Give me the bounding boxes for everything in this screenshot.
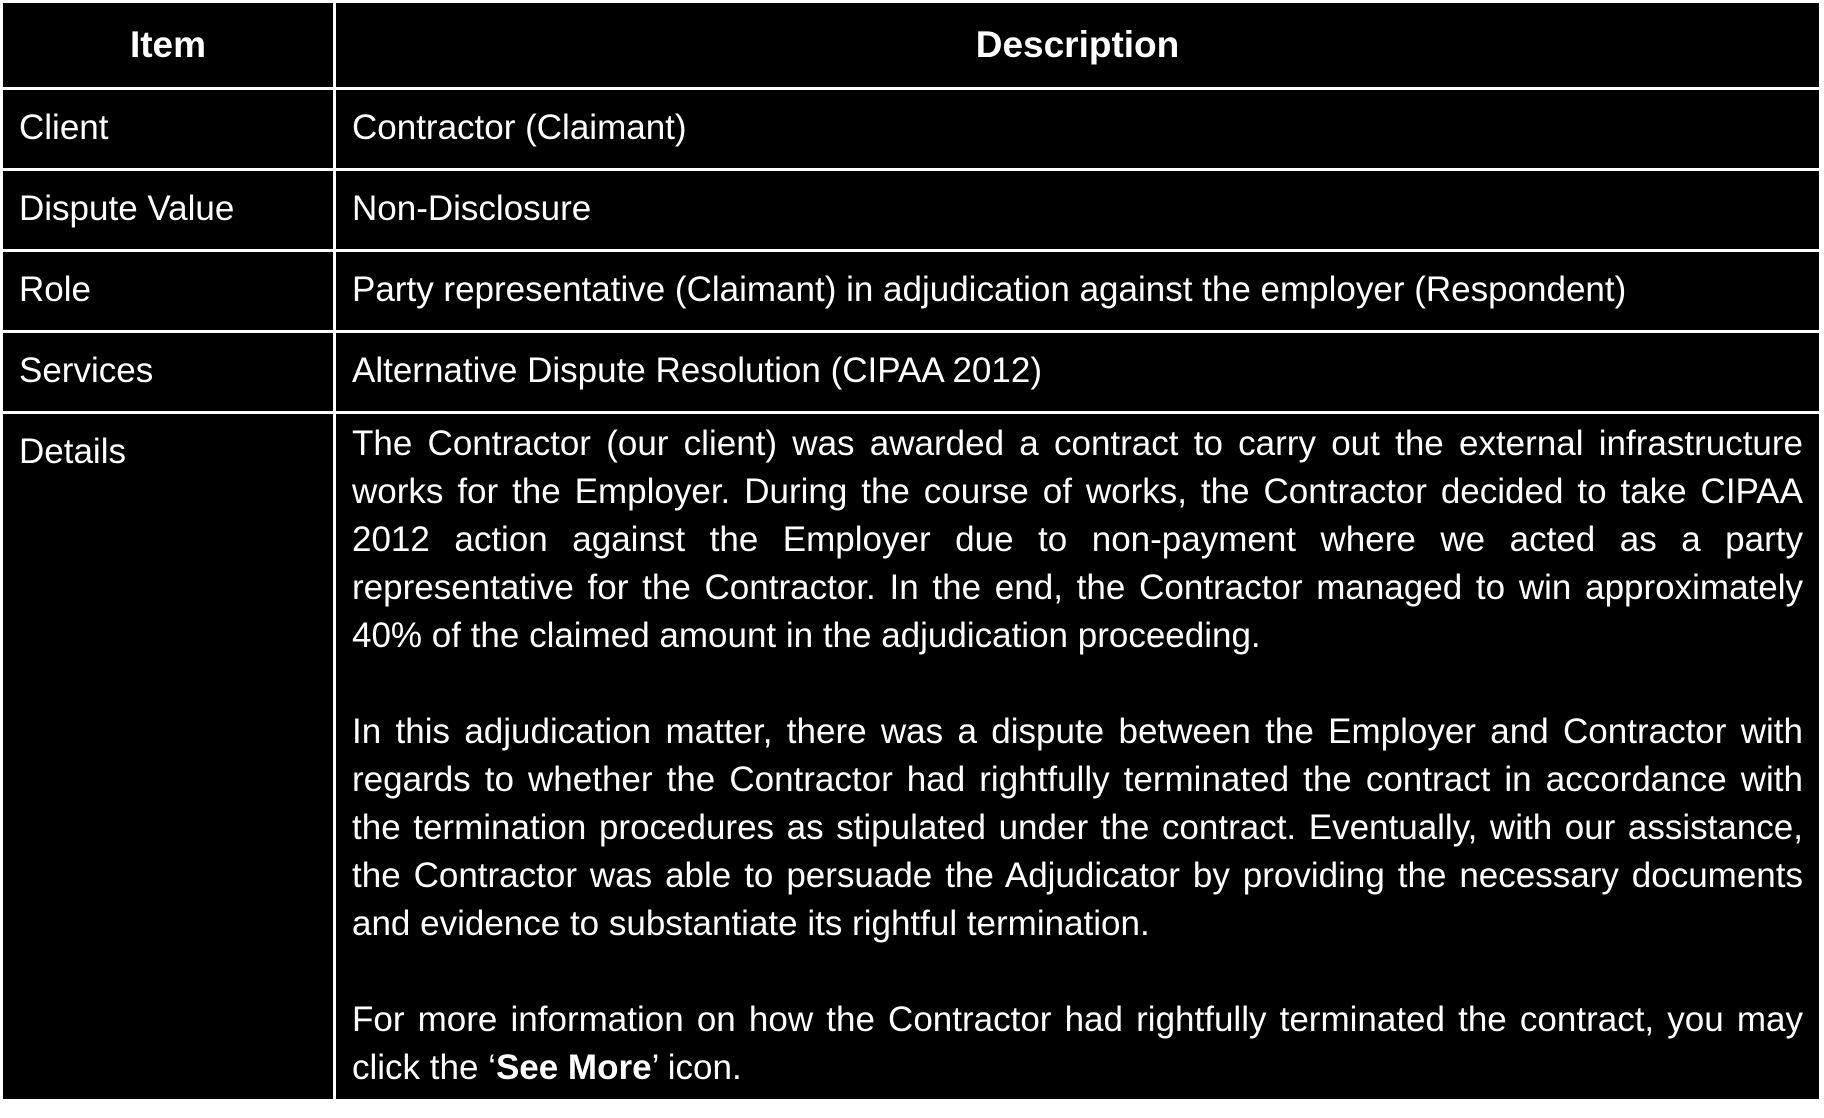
table-row-role [2,251,1821,332]
row-label-details: Details [2,413,335,1101]
details-paragraph: In this adjudication matter, there was a dispute between the Employer and Contractor with regards to whether the Contractor had rightfully terminated the contract in accordance with the termination procedures as stipulated under the contract. Eventually, with our assistance, the Contractor was able to persuade the Adjudicator by providing the necessary documents and evidence to substantiate its rightful termination. [352,712,1803,943]
table-row-dispute-value [2,170,1821,251]
row-value-client: Contractor (Claimant) [335,89,1821,170]
row-label-role: Role [2,251,335,332]
row-label-services: Services [2,332,335,413]
row-label-dispute-value: Dispute Value [2,170,335,251]
details-paragraph: The Contractor (our client) was awarded a contract to carry out the external infrastructure works for the Employer. During the course of works, the Contractor decided to take CIPAA 2012 action against the Employer due to non-payment where we acted as a party representative for the Contractor. In the end, the Contractor managed to win approximately 40% of the claimed amount in the adjudication proceeding. [352,424,1803,655]
see-more-link[interactable]: See More [495,1048,652,1087]
table-row-client [2,89,1821,170]
details-text [352,420,1803,1092]
table-row-details [2,413,1821,1101]
row-value-dispute-value: Non-Disclosure [335,170,1821,251]
header-item: Item [2,2,335,89]
details-closing-paragraph [352,996,1803,1092]
row-value-details [335,413,1821,1101]
row-value-role: Party representative (Claimant) in adjudication against the employer (Respondent) [335,251,1821,332]
table-row-services [2,332,1821,413]
row-label-client: Client [2,89,335,170]
header-description: Description [335,2,1821,89]
row-value-services: Alternative Dispute Resolution (CIPAA 2012) [335,332,1821,413]
table-header-row [2,2,1821,89]
closing-text-before: For more information on how the Contractor had rightfully terminated the contract, you may click the ‘ [352,1000,1803,1087]
closing-text-after: ’ icon. [651,1048,742,1087]
